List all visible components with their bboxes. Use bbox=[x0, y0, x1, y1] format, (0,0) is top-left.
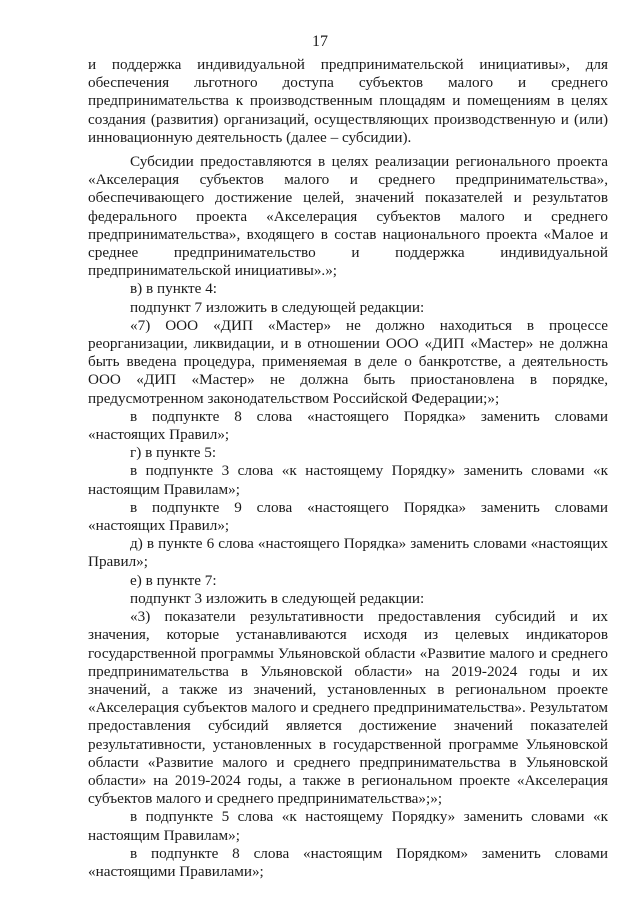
paragraph: в подпункте 5 слова «к настоящему Порядку» заменить словами «к настоящим Правилам»; bbox=[88, 808, 608, 844]
paragraph: «3) показатели результативности предоставления субсидий и их значения, которые устанавливаются исходя из целевых индикаторов государственной программы Ульяновской области «Развитие малого и среднего предпринимательства в Ульяновской области» на 2019-2024 годы и их значений, а также из значений, установленных в региональном проекте «Акселерация субъектов малого и среднего предпринимательства». Результатом предоставления субсидий является достижение значений показателей результативности, установленных в государственной программе Ульяновской области «Развитие малого и среднего предпринимательства в Ульяновской области» на 2019-2024 годы, а также в региональном проекте «Акселерация субъектов малого и среднего предпринимательства»;»; bbox=[88, 608, 608, 808]
paragraph: г) в пункте 5: bbox=[130, 444, 217, 462]
paragraph: е) в пункте 7: bbox=[130, 571, 217, 589]
paragraph: «7) ООО «ДИП «Мастер» не должно находиться в процессе реорганизации, ликвидации, и в отношении ООО «ДИП «Мастер» не должна быть введена процедура, применяемая в деле о банкротстве, а деятельность ООО «ДИП «Мастер» не должна быть приостановлена в порядке, предусмотренном законодательством Российской Федерации;»; bbox=[88, 316, 608, 407]
paragraph: подпункт 3 изложить в следующей редакции: bbox=[130, 589, 425, 607]
paragraph: в) в пункте 4: bbox=[130, 280, 218, 298]
paragraph: в подпункте 8 слова «настоящим Порядком» заменить словами «настоящими Правилами»; bbox=[88, 844, 608, 880]
paragraph: в подпункте 9 слова «настоящего Порядка» заменить словами «настоящих Правил»; bbox=[88, 498, 608, 535]
paragraph: подпункт 7 изложить в следующей редакции: bbox=[130, 298, 425, 316]
paragraph: и поддержка индивидуальной предпринимательской инициативы», для обеспечения льготного доступа субъектов малого и среднего предпринимательства к производственным площадям и помещениям в целях создания (развития) организаций, осуществляющих производственную и (или) инновационную деятельность (далее – субсидии). bbox=[88, 56, 608, 146]
paragraph: д) в пункте 6 слова «настоящего Порядка» заменить словами «настоящих Правил»; bbox=[88, 535, 608, 571]
paragraph: в подпункте 8 слова «настоящего Порядка» заменить словами «настоящих Правил»; bbox=[88, 407, 608, 444]
document-body bbox=[88, 56, 608, 881]
paragraph: в подпункте 3 слова «к настоящему Порядку» заменить словами «к настоящим Правилам»; bbox=[88, 462, 608, 498]
paragraph: Субсидии предоставляются в целях реализации регионального проекта «Акселерация субъектов малого и среднего предпринимательства», обеспечивающего достижение целей, значений показателей и результатов федерального проекта «Акселерация субъектов малого и среднего предпринимательства», входящего в состав национального проекта «Малое и среднее предпринимательство и поддержка индивидуальной предпринимательской инициативы».»; bbox=[88, 153, 608, 280]
page-number: 17 bbox=[312, 33, 328, 50]
